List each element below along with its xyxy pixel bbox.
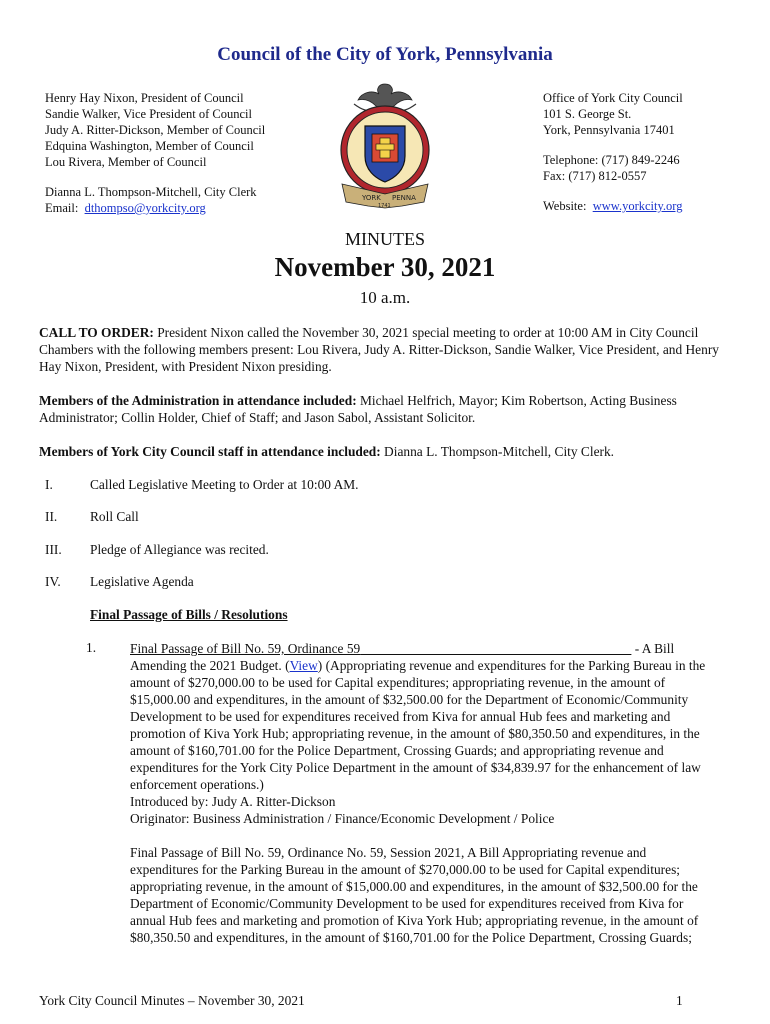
bill-line: amount of $160,701.00 for the Police Department, Crossing Guards; and appropriating revenue and [130,743,664,758]
call-to-order-paragraph [39,324,731,375]
bill-title-line [130,640,730,657]
agenda-item-text: Legislative Agenda [90,574,194,589]
agenda-item-text: Called Legislative Meeting to Order at 10:00 AM. [90,477,359,492]
bill-line: promotion of Kiva York Hub; appropriating revenue, in the amount of $80,350.50 and expenditures, in the [130,726,700,741]
final-passage-line: Department of Economic/Community Development to be used for expenditures received from Kiva for [130,896,684,911]
agenda-item-number: IV. [45,574,61,589]
council-members-block [45,90,265,216]
office-line: York, Pennsylvania 17401 [543,123,675,137]
city-clerk: Dianna L. Thompson-Mitchell, City Clerk [45,185,257,199]
bill-line: $15,000.00 and expenditures, in the amount of $32,500.00 for the Department of Economic/Community [130,692,689,707]
meeting-time: 10 a.m. [359,288,411,307]
bill-title-rule [360,641,631,656]
seal-text-year: 1741 [378,203,391,209]
call-to-order-text: President Nixon called the November 30, 2021 special meeting to order at 10:00 AM in City Council Chambers with the following members present: Lou Rivera, Judy A. Ritter-Dickson, Sandie Walker, Vice President, and Henry Hay Nixon, President, with President Nixon presiding. [39,325,719,374]
call-to-order-label: CALL TO ORDER: [39,325,154,340]
agenda-item-number: I. [45,477,53,492]
administration-label: Members of the Administration in attendance included: [39,393,357,408]
bill-line-text: Amending the 2021 Budget. ( [130,658,290,673]
council-member: Edquina Washington, Member of Council [45,139,254,153]
email-link[interactable]: dthompso@yorkcity.org [84,201,206,215]
meeting-date: November 30, 2021 [274,252,496,282]
agenda-item-text: Roll Call [90,509,139,524]
bill-line: amount of $270,000.00 to be used for Capital expenditures; appropriating revenue, in the amount of [130,675,666,690]
page-number: 1 [676,993,683,1008]
minutes-heading: MINUTES [345,229,425,249]
website-label: Website: [543,199,587,213]
staff-label: Members of York City Council staff in attendance included: [39,444,381,459]
agenda-item-text: Pledge of Allegiance was recited. [90,542,269,557]
city-seal-icon [332,80,438,210]
fax: Fax: (717) 812-0557 [543,169,647,183]
bill-line [130,657,730,674]
council-member: Sandie Walker, Vice President of Council [45,107,252,121]
clerk-email-line [45,200,265,216]
staff-text: Dianna L. Thompson-Mitchell, City Clerk. [380,444,615,459]
bill-title-suffix: - A Bill [631,641,675,656]
section-heading: Final Passage of Bills / Resolutions [90,607,288,622]
agenda-item-number: II. [45,509,58,524]
seal-text-york: YORK [362,194,381,202]
staff-paragraph [39,443,731,460]
final-passage-line: annual Hub fees and marketing and promotion of Kiva York Hub; appropriating revenue, in the amount of [130,913,699,928]
view-link[interactable]: View [289,658,318,673]
office-contact-block [543,90,683,214]
website-line [543,198,683,214]
bill-number: 1. [86,640,97,655]
website-link[interactable]: www.yorkcity.org [592,199,683,213]
page-title: Council of the City of York, Pennsylvania [217,44,553,65]
seal-text-penna: PENNA [392,194,416,202]
email-label: Email: [45,201,79,215]
bill-line: Development to be used for expenditures received from Kiva for annual Hub fees and marketing and [130,709,671,724]
bill-line: expenditures for the York City Police Department in the amount of $34,839.97 for the enhancement of law [130,760,701,775]
final-passage-line: $80,350.50 and expenditures, in the amount of $160,701.00 for the Police Department, Crossing Guards; [130,930,692,945]
bill-line: enforcement operations.) [130,777,264,792]
telephone: Telephone: (717) 849-2246 [543,153,680,167]
introduced-by: Introduced by: Judy A. Ritter-Dickson [130,794,336,809]
council-member: Henry Hay Nixon, President of Council [45,91,244,105]
council-member: Judy A. Ritter-Dickson, Member of Council [45,123,266,137]
administration-text: Michael Helfrich, Mayor; Kim Robertson, Acting Business Administrator; Collin Holder, Chief of Staff; and Jason Sabol, Assistant Solicitor. [39,393,677,425]
originator: Originator: Business Administration / Finance/Economic Development / Police [130,811,555,826]
footer-title: York City Council Minutes – November 30, 2021 [39,993,305,1008]
final-passage-line: appropriating revenue, in the amount of $15,000.00 and expenditures, in the amount of $32,500.00 for the [130,879,698,894]
bill-body [130,640,730,946]
final-passage-line: expenditures for the Parking Bureau in the amount of $270,000.00 to be used for Capital expenditures; [130,862,681,877]
final-passage-line: Final Passage of Bill No. 59, Ordinance No. 59, Session 2021, A Bill Appropriating revenue and [130,845,647,860]
council-member: Lou Rivera, Member of Council [45,155,207,169]
agenda-item-number: III. [45,542,62,557]
administration-paragraph [39,392,731,426]
bill-title: Final Passage of Bill No. 59, Ordinance 59 [130,641,361,656]
office-line: Office of York City Council [543,91,683,105]
bill-line-text: ) (Appropriating revenue and expenditures for the Parking Bureau in the [317,658,706,673]
office-line: 101 S. George St. [543,107,632,121]
